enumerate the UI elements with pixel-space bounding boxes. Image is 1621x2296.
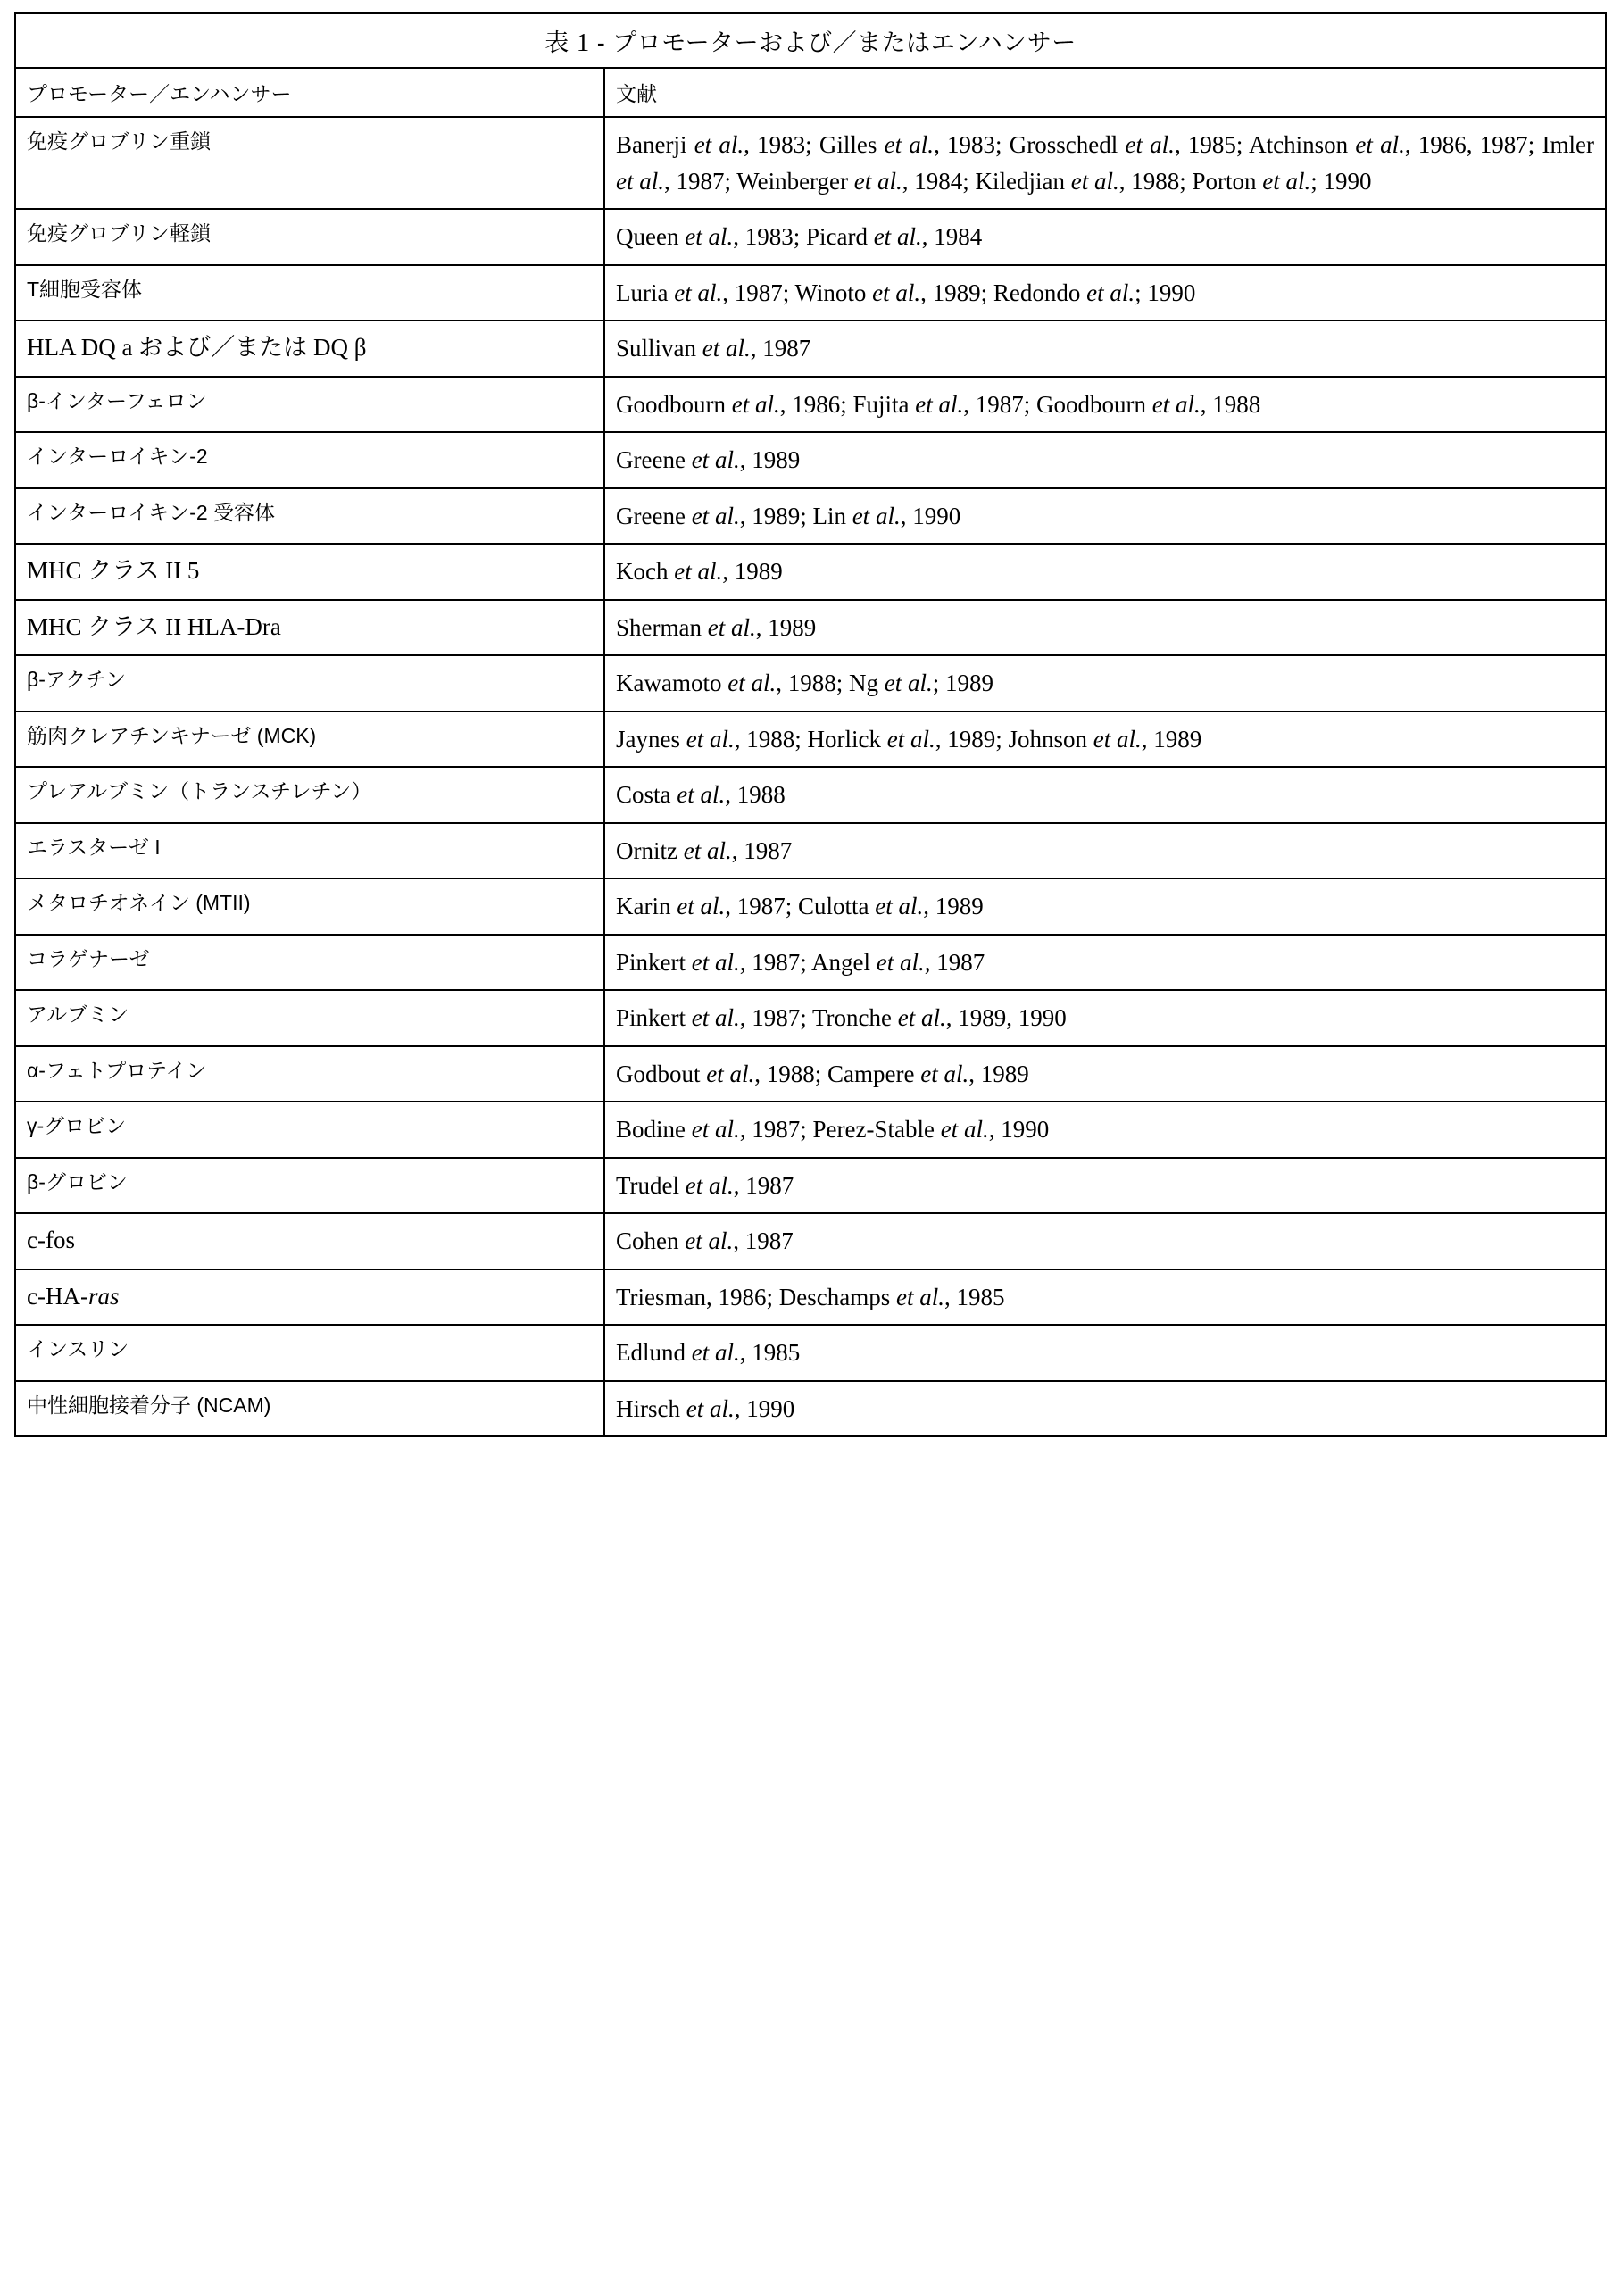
promoter-cell: MHC クラス II HLA-Dra <box>15 600 604 656</box>
table-row <box>15 1325 1606 1381</box>
reference-cell: Godbout et al., 1988; Campere et al., 1989 <box>604 1046 1606 1102</box>
reference-cell: Banerji et al., 1983; Gilles et al., 1983; Grosschedl et al., 1985; Atchinson et al., 1986, 1987; Imler et al., 1987; Weinberger et al., 1984; Kiledjian et al., 1988; Porton et al.; 1990 <box>604 117 1606 209</box>
promoter-cell: α-フェトプロテイン <box>15 1046 604 1102</box>
table-row <box>15 655 1606 711</box>
table-row <box>15 823 1606 879</box>
table-row <box>15 488 1606 545</box>
reference-cell: Luria et al., 1987; Winoto et al., 1989; Redondo et al.; 1990 <box>604 265 1606 321</box>
reference-cell: Pinkert et al., 1987; Angel et al., 1987 <box>604 935 1606 991</box>
reference-cell: Costa et al., 1988 <box>604 767 1606 823</box>
table-row <box>15 432 1606 488</box>
promoter-cell: MHC クラス II 5 <box>15 544 604 600</box>
column-header-reference: 文献 <box>604 68 1606 117</box>
reference-cell: Kawamoto et al., 1988; Ng et al.; 1989 <box>604 655 1606 711</box>
reference-cell: Trudel et al., 1987 <box>604 1158 1606 1214</box>
promoter-cell: c-fos <box>15 1213 604 1269</box>
table-row <box>15 878 1606 935</box>
reference-cell: Ornitz et al., 1987 <box>604 823 1606 879</box>
table-row <box>15 1102 1606 1158</box>
table-row <box>15 265 1606 321</box>
promoter-cell: β-インターフェロン <box>15 377 604 433</box>
reference-cell: Hirsch et al., 1990 <box>604 1381 1606 1437</box>
promoter-cell: アルブミン <box>15 990 604 1046</box>
promoter-cell: 筋肉クレアチンキナーゼ (MCK) <box>15 711 604 768</box>
table-row <box>15 544 1606 600</box>
table-caption <box>15 13 1606 68</box>
reference-cell: Cohen et al., 1987 <box>604 1213 1606 1269</box>
promoter-cell: コラゲナーゼ <box>15 935 604 991</box>
table-caption-row <box>15 13 1606 68</box>
caption-number: 1 <box>576 29 590 57</box>
table-row <box>15 935 1606 991</box>
reference-cell: Greene et al., 1989; Lin et al., 1990 <box>604 488 1606 545</box>
promoter-cell: メタロチオネイン (MTII) <box>15 878 604 935</box>
table-row <box>15 1046 1606 1102</box>
promoter-cell: β-グロビン <box>15 1158 604 1214</box>
promoter-cell: HLA DQ a および／または DQ β <box>15 320 604 377</box>
table-row <box>15 711 1606 768</box>
promoter-cell: インスリン <box>15 1325 604 1381</box>
reference-cell: Triesman, 1986; Deschamps et al., 1985 <box>604 1269 1606 1326</box>
table-row <box>15 600 1606 656</box>
reference-cell: Karin et al., 1987; Culotta et al., 1989 <box>604 878 1606 935</box>
promoter-enhancer-table <box>14 12 1607 1437</box>
promoter-cell: エラスターゼ I <box>15 823 604 879</box>
table-row <box>15 1213 1606 1269</box>
table-row <box>15 1269 1606 1326</box>
reference-cell: Queen et al., 1983; Picard et al., 1984 <box>604 209 1606 265</box>
reference-cell: Greene et al., 1989 <box>604 432 1606 488</box>
table-row <box>15 1158 1606 1214</box>
table-row <box>15 209 1606 265</box>
table-row <box>15 117 1606 209</box>
caption-text: プロモーターおよび／またはエンハンサー <box>612 29 1077 56</box>
promoter-cell: インターロイキン-2 受容体 <box>15 488 604 545</box>
promoter-cell: プレアルブミン（トランスチレチン） <box>15 767 604 823</box>
promoter-cell: 免疫グロブリン重鎖 <box>15 117 604 209</box>
reference-cell: Goodbourn et al., 1986; Fujita et al., 1987; Goodbourn et al., 1988 <box>604 377 1606 433</box>
promoter-cell: γ-グロビン <box>15 1102 604 1158</box>
reference-cell: Koch et al., 1989 <box>604 544 1606 600</box>
promoter-cell: c-HA-ras <box>15 1269 604 1326</box>
promoter-cell: Τ細胞受容体 <box>15 265 604 321</box>
reference-cell: Jaynes et al., 1988; Horlick et al., 1989; Johnson et al., 1989 <box>604 711 1606 768</box>
table-row <box>15 320 1606 377</box>
table-row <box>15 1381 1606 1437</box>
promoter-cell: 免疫グロブリン軽鎖 <box>15 209 604 265</box>
table-row <box>15 377 1606 433</box>
table-row <box>15 990 1606 1046</box>
table-header-row <box>15 68 1606 117</box>
promoter-cell: 中性細胞接着分子 (NCAM) <box>15 1381 604 1437</box>
reference-cell: Bodine et al., 1987; Perez-Stable et al., 1990 <box>604 1102 1606 1158</box>
column-header-promoter: プロモーター／エンハンサー <box>15 68 604 117</box>
promoter-cell: インターロイキン-2 <box>15 432 604 488</box>
promoter-cell: β-アクチン <box>15 655 604 711</box>
reference-cell: Sherman et al., 1989 <box>604 600 1606 656</box>
caption-prefix: 表 <box>544 29 569 56</box>
reference-cell: Pinkert et al., 1987; Tronche et al., 1989, 1990 <box>604 990 1606 1046</box>
reference-cell: Sullivan et al., 1987 <box>604 320 1606 377</box>
reference-cell: Edlund et al., 1985 <box>604 1325 1606 1381</box>
caption-dash: - <box>596 29 606 56</box>
table-row <box>15 767 1606 823</box>
